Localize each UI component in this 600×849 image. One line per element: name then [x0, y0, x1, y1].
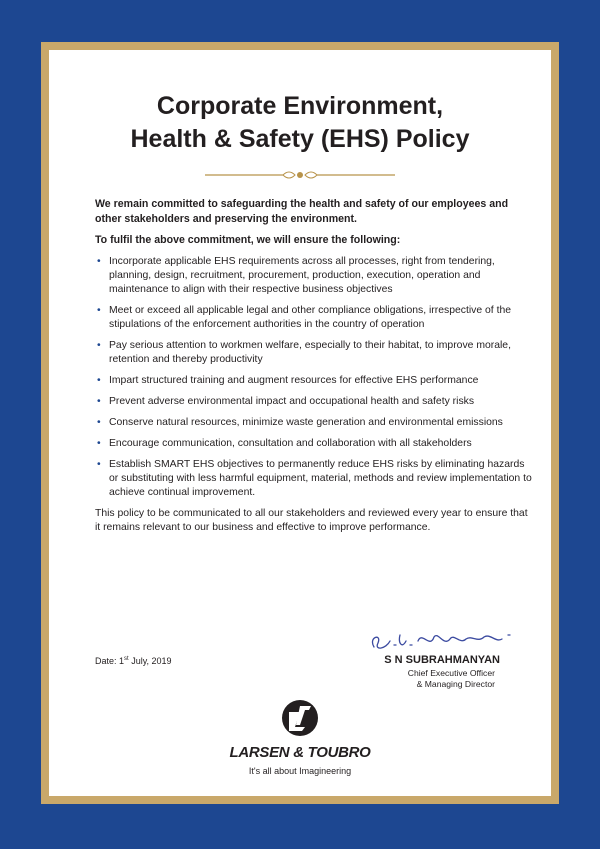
- list-item-text: Establish SMART EHS objectives to permanently reduce EHS risks by eliminating hazards or substituting with less harmful equipment, material, methods and review implementation to achieve continual improvement.: [109, 459, 532, 498]
- bullet-icon: •: [97, 438, 101, 449]
- signatory-title-line-2: & Managing Director: [416, 679, 495, 689]
- list-item: [95, 458, 535, 500]
- bullet-icon: •: [97, 340, 101, 351]
- list-item-text: Prevent adverse environmental impact and occupational health and safety risks: [109, 396, 475, 407]
- signatory-name: S N SUBRAHMANYAN: [384, 654, 500, 666]
- list-item: [95, 395, 535, 409]
- closing-paragraph: This policy to be communicated to all our stakeholders and reviewed every year to ensure that it remains relevant to our business and effective to improve performance.: [95, 508, 528, 533]
- bullet-icon: •: [97, 305, 101, 316]
- list-item: [95, 339, 535, 367]
- signatory-title-line-1: Chief Executive Officer: [407, 668, 495, 678]
- brand-tagline: It's all about Imagineering: [248, 766, 352, 776]
- bullet-icon: •: [97, 375, 101, 386]
- list-item-text: Encourage communication, consultation and collaboration with all stakeholders: [109, 438, 472, 449]
- list-item: [95, 374, 535, 388]
- policy-date: [95, 656, 172, 666]
- date-ordinal: st: [124, 656, 129, 662]
- title-line-2: Health & Safety (EHS) Policy: [130, 125, 470, 153]
- list-item-text: Meet or exceed all applicable legal and other compliance obligations, irrespective of the stipulations of the enforcement authorities in the country of operation: [109, 305, 512, 330]
- date-suffix: July, 2019: [128, 656, 172, 666]
- title-line-1: Corporate Environment,: [156, 92, 444, 120]
- bullet-icon: •: [97, 256, 101, 267]
- commitment-list: [95, 255, 535, 500]
- lead-paragraph: To fulfil the above commitment, we will ensure the following:: [95, 234, 401, 246]
- bullet-icon: •: [97, 417, 101, 428]
- intro-paragraph: We remain committed to safeguarding the health and safety of our employees and other stakeholders and preserving the environment.: [95, 198, 509, 225]
- lt-logo-icon: [280, 698, 320, 738]
- list-item: [95, 437, 535, 451]
- bullet-icon: •: [97, 459, 101, 470]
- brand-name: LARSEN & TOUBRO: [229, 744, 371, 761]
- policy-body: [95, 197, 535, 545]
- page-title: [0, 90, 600, 156]
- list-item-text: Conserve natural resources, minimize waste generation and environmental emissions: [109, 417, 503, 428]
- ornament-divider-icon: [205, 168, 395, 182]
- list-item: [95, 255, 535, 297]
- date-prefix: Date: 1: [95, 656, 125, 666]
- list-item-text: Pay serious attention to workmen welfare, especially to their habitat, to improve morale, retention and thereby productivity: [109, 340, 511, 365]
- bullet-icon: •: [97, 396, 101, 407]
- list-item: [95, 304, 535, 332]
- signatory-title: [340, 668, 495, 690]
- list-item: [95, 416, 535, 430]
- signature-icon: [360, 627, 520, 657]
- list-item-text: Impart structured training and augment resources for effective EHS performance: [109, 375, 479, 386]
- list-item-text: Incorporate applicable EHS requirements across all processes, right from tendering, planning, design, recruitment, procurement, production, execution, operation and maintenance to align with their respective business objectives: [109, 256, 495, 295]
